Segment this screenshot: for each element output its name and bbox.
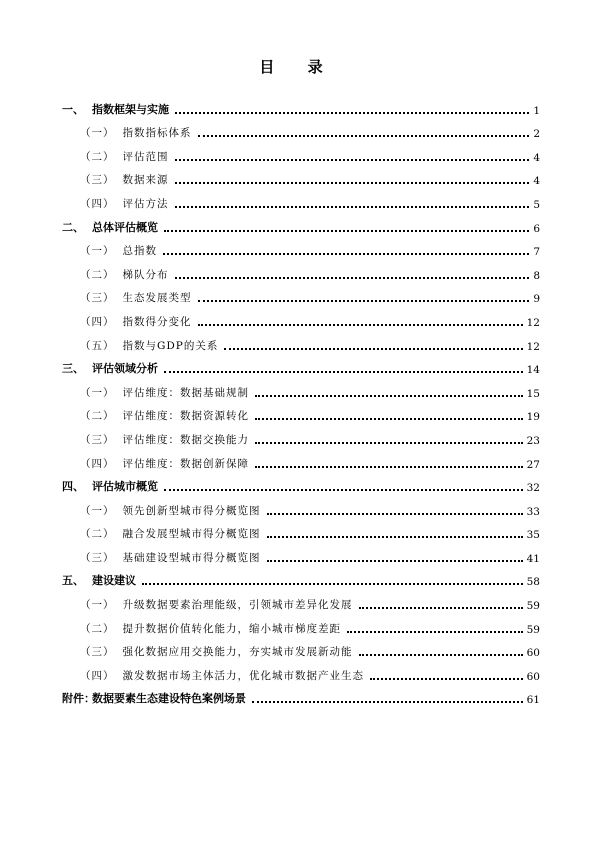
toc-section-entry[interactable] bbox=[62, 329, 540, 353]
toc-entry-number: （四） bbox=[80, 197, 115, 210]
toc-page-number: 41 bbox=[526, 552, 540, 565]
toc-section-entry[interactable] bbox=[62, 235, 540, 259]
toc-section-entry[interactable] bbox=[62, 376, 540, 400]
toc-page-number: 61 bbox=[526, 694, 540, 707]
toc-dot-leader bbox=[370, 677, 523, 680]
toc-entry-number: 四、 bbox=[62, 480, 84, 494]
toc-section-entry[interactable] bbox=[62, 400, 540, 424]
toc-entry-number: （三） bbox=[80, 174, 115, 187]
toc-section-entry[interactable] bbox=[62, 140, 540, 164]
toc-entry-title: 评估城市概览 bbox=[92, 480, 158, 494]
toc-page-number: 59 bbox=[526, 623, 540, 636]
toc-dot-leader bbox=[164, 370, 523, 373]
toc-entry-number: （三） bbox=[80, 433, 115, 446]
toc-entry-number: （四） bbox=[80, 669, 115, 682]
toc-page-number: 7 bbox=[533, 246, 540, 259]
toc-page-number: 14 bbox=[526, 364, 540, 377]
toc-entry-number: （一） bbox=[80, 599, 115, 612]
toc-entry-title: 评估维度：数据基础规制 bbox=[122, 386, 249, 399]
toc-page-number: 1 bbox=[533, 104, 540, 117]
toc-section-entry[interactable] bbox=[62, 659, 540, 683]
toc-section-entry[interactable] bbox=[62, 636, 540, 660]
toc-dot-leader bbox=[252, 700, 523, 703]
toc-entry-number: （一） bbox=[80, 245, 115, 258]
toc-entry-number: （五） bbox=[80, 339, 115, 352]
toc-page-number: 33 bbox=[526, 505, 540, 518]
toc-entry-number: （一） bbox=[80, 127, 115, 140]
toc-entry-number: （一） bbox=[80, 386, 115, 399]
toc-dot-leader bbox=[163, 252, 529, 255]
toc-entry-number: （二） bbox=[80, 622, 115, 635]
toc-section-entry[interactable] bbox=[62, 612, 540, 636]
toc-dot-leader bbox=[175, 205, 530, 208]
toc-entry-title: 评估方法 bbox=[122, 197, 169, 210]
toc-section-entry[interactable] bbox=[62, 282, 540, 306]
toc-entry-title: 评估维度：数据交换能力 bbox=[122, 433, 249, 446]
toc-page-number: 12 bbox=[526, 340, 540, 353]
toc-entry-title: 总指数 bbox=[122, 245, 157, 258]
toc-section-entry[interactable] bbox=[62, 164, 540, 188]
toc-entry-title: 提升数据价值转化能力，缩小城市梯度差距 bbox=[122, 622, 341, 635]
toc-page-number: 32 bbox=[526, 482, 540, 495]
toc-entry-title: 梯队分布 bbox=[122, 268, 169, 281]
toc-entry-title: 融合发展型城市得分概览图 bbox=[122, 528, 261, 541]
toc-entry-title: 评估维度：数据资源转化 bbox=[122, 410, 249, 423]
toc-page-number: 12 bbox=[526, 316, 540, 329]
toc-page-number: 23 bbox=[526, 434, 540, 447]
toc-entry-number: （四） bbox=[80, 457, 115, 470]
toc-page-number: 5 bbox=[533, 198, 540, 211]
toc-page-number: 59 bbox=[526, 600, 540, 613]
toc-entry-number: （三） bbox=[80, 646, 115, 659]
toc-dot-leader bbox=[347, 630, 523, 633]
toc-dot-leader bbox=[175, 276, 530, 279]
toc-entry-title: 基础建设型城市得分概览图 bbox=[122, 551, 261, 564]
toc-entry-title: 强化数据应用交换能力，夯实城市发展新动能 bbox=[122, 646, 353, 659]
toc-section-entry[interactable] bbox=[62, 518, 540, 542]
toc-dot-leader bbox=[255, 417, 523, 420]
table-of-contents bbox=[62, 93, 540, 706]
toc-dot-leader bbox=[359, 653, 523, 656]
toc-page-number: 4 bbox=[533, 175, 540, 188]
toc-dot-leader bbox=[175, 181, 530, 184]
toc-entry-title: 指数得分变化 bbox=[122, 315, 192, 328]
toc-entry-title: 数据来源 bbox=[122, 174, 169, 187]
toc-dot-leader bbox=[267, 559, 523, 562]
toc-entry-number: 三、 bbox=[62, 362, 84, 376]
toc-entry-number: （二） bbox=[80, 410, 115, 423]
toc-entry-title: 生态发展类型 bbox=[122, 292, 192, 305]
toc-page-number: 27 bbox=[526, 458, 540, 471]
toc-entry-title: 建设建议 bbox=[92, 574, 136, 588]
toc-entry-title: 评估维度：数据创新保障 bbox=[122, 457, 249, 470]
toc-page-number: 58 bbox=[526, 576, 540, 589]
toc-dot-leader bbox=[267, 512, 523, 515]
toc-entry-title: 激发数据市场主体活力，优化城市数据产业生态 bbox=[122, 669, 364, 682]
toc-entry-number: （二） bbox=[80, 268, 115, 281]
toc-page-number: 2 bbox=[533, 128, 540, 141]
toc-dot-leader bbox=[359, 606, 523, 609]
toc-entry-number: （三） bbox=[80, 551, 115, 564]
toc-page-number: 15 bbox=[526, 387, 540, 400]
toc-entry-title: 升级数据要素治理能级，引领城市差异化发展 bbox=[122, 599, 353, 612]
toc-dot-leader bbox=[198, 134, 530, 137]
toc-dot-leader bbox=[198, 299, 530, 302]
toc-entry-title: 评估范围 bbox=[122, 150, 169, 163]
toc-chapter-entry[interactable] bbox=[62, 353, 540, 377]
toc-section-entry[interactable] bbox=[62, 423, 540, 447]
toc-page-number: 4 bbox=[533, 151, 540, 164]
toc-entry-number: （三） bbox=[80, 292, 115, 305]
toc-chapter-entry[interactable] bbox=[62, 211, 540, 235]
toc-chapter-entry[interactable] bbox=[62, 471, 540, 495]
toc-page-number: 60 bbox=[526, 670, 540, 683]
toc-entry-number: （二） bbox=[80, 528, 115, 541]
toc-dot-leader bbox=[175, 158, 530, 161]
toc-dot-leader bbox=[255, 465, 523, 468]
toc-page-number: 6 bbox=[533, 222, 540, 235]
toc-dot-leader bbox=[224, 347, 522, 350]
toc-section-entry[interactable] bbox=[62, 447, 540, 471]
page-title: 目 录 bbox=[259, 58, 337, 76]
toc-chapter-entry[interactable] bbox=[62, 93, 540, 117]
toc-page-number: 60 bbox=[526, 647, 540, 660]
toc-dot-leader bbox=[142, 582, 523, 585]
toc-dot-leader bbox=[175, 111, 529, 114]
toc-entry-number: 二、 bbox=[62, 220, 84, 234]
toc-section-entry[interactable] bbox=[62, 588, 540, 612]
toc-entry-title: 领先创新型城市得分概览图 bbox=[122, 504, 261, 517]
toc-entry-number: 一、 bbox=[62, 102, 84, 116]
toc-page-number: 35 bbox=[526, 529, 540, 542]
toc-dot-leader bbox=[164, 488, 523, 491]
toc-entry-number: （一） bbox=[80, 504, 115, 517]
toc-entry-title: 指数框架与实施 bbox=[92, 102, 169, 116]
toc-chapter-entry[interactable] bbox=[62, 683, 540, 707]
toc-section-entry[interactable] bbox=[62, 258, 540, 282]
toc-dot-leader bbox=[255, 441, 523, 444]
toc-page-number: 19 bbox=[526, 411, 540, 424]
toc-section-entry[interactable] bbox=[62, 305, 540, 329]
toc-section-entry[interactable] bbox=[62, 117, 540, 141]
toc-dot-leader bbox=[164, 229, 529, 232]
toc-chapter-entry[interactable] bbox=[62, 565, 540, 589]
toc-entry-title: 指数指标体系 bbox=[122, 127, 192, 140]
toc-entry-title: 数据要素生态建设特色案例场景 bbox=[92, 692, 246, 706]
toc-page-number: 8 bbox=[533, 269, 540, 282]
toc-section-entry[interactable] bbox=[62, 494, 540, 518]
toc-entry-number: （四） bbox=[80, 315, 115, 328]
toc-entry-number: 附件： bbox=[62, 692, 95, 706]
toc-section-entry[interactable] bbox=[62, 187, 540, 211]
toc-page-number: 9 bbox=[533, 293, 540, 306]
toc-entry-number: 五、 bbox=[62, 574, 84, 588]
toc-entry-number: （二） bbox=[80, 150, 115, 163]
toc-section-entry[interactable] bbox=[62, 541, 540, 565]
toc-dot-leader bbox=[198, 323, 523, 326]
toc-entry-title: 总体评估概览 bbox=[92, 220, 158, 234]
toc-dot-leader bbox=[255, 394, 523, 397]
toc-entry-title: 评估领域分析 bbox=[92, 362, 158, 376]
toc-dot-leader bbox=[267, 535, 523, 538]
toc-entry-title: 指数与GDP的关系 bbox=[122, 339, 219, 352]
